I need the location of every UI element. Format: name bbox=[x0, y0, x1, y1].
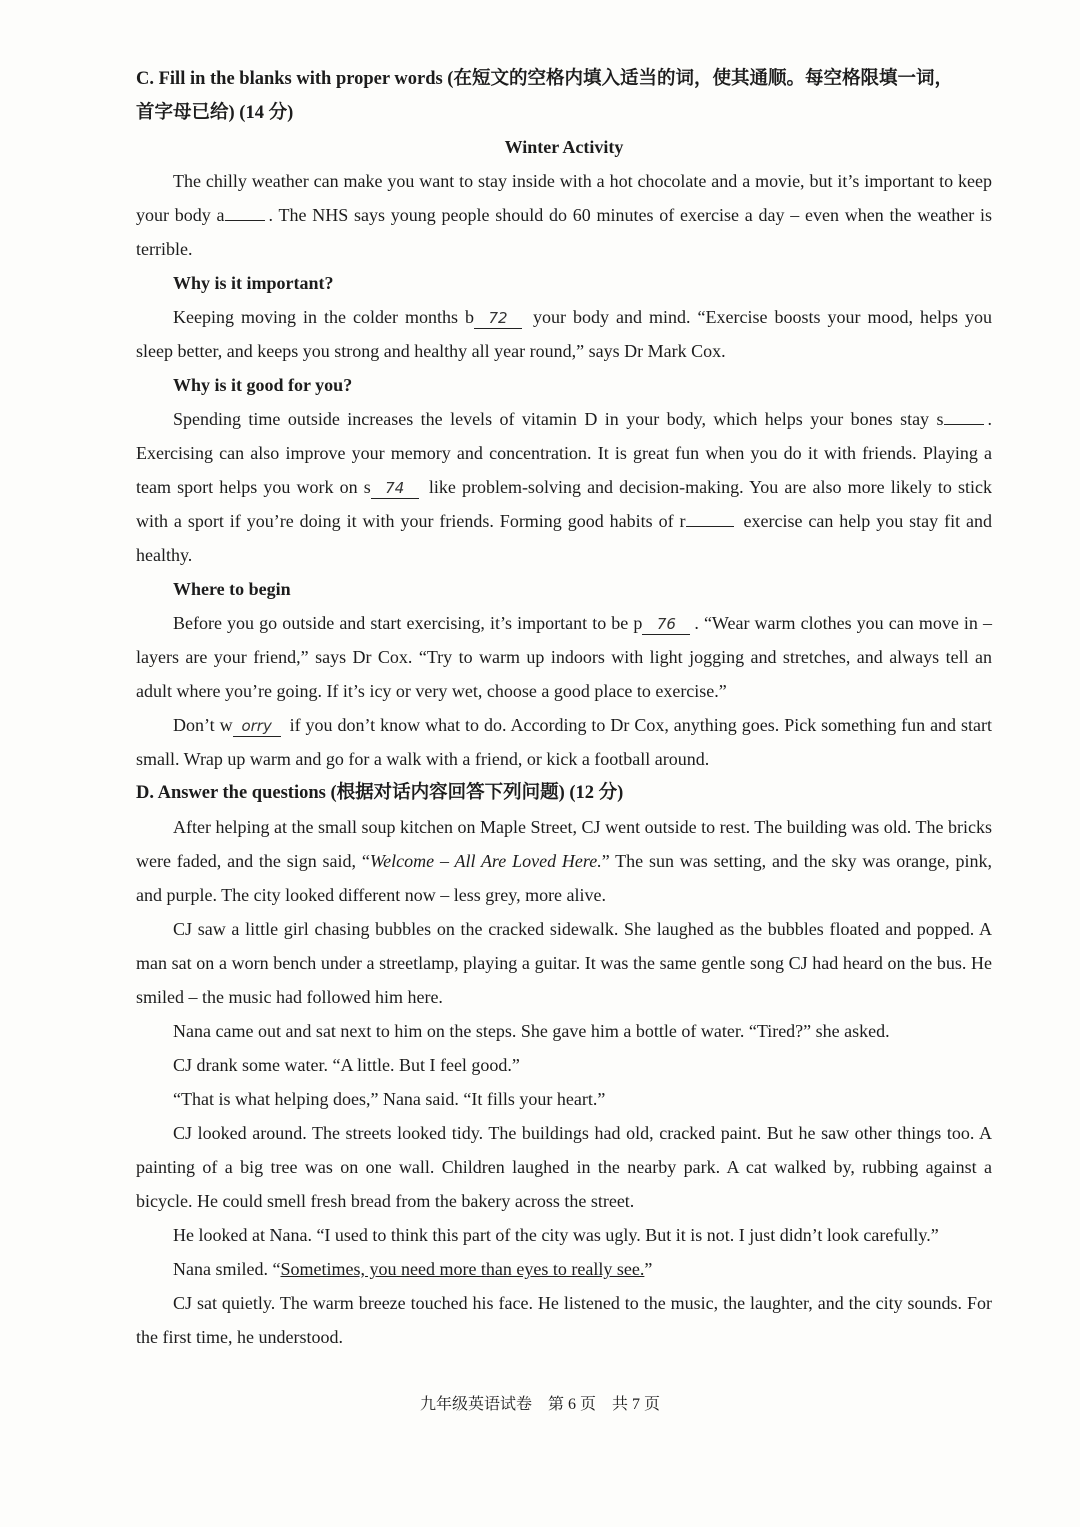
paragraph-d3: Nana came out and sat next to him on the steps. She gave him a bottle of water. “Tired?” she asked. bbox=[173, 1021, 890, 1041]
section-c-heading-line1: C. Fill in the blanks with proper words (在短文的空格内填入适当的词，使其通顺。每空格限填一词， bbox=[136, 69, 953, 89]
subheading-why-good: Why is it good for you? bbox=[173, 375, 353, 395]
paragraph-c4 bbox=[136, 606, 992, 708]
exam-page bbox=[136, 62, 992, 1354]
paragraph-d4: CJ drank some water. “A little. But I feel good.” bbox=[173, 1055, 520, 1075]
paragraph-d7: He looked at Nana. “I used to think this part of the city was ugly. But it is not. I just didn’t look carefully.” bbox=[173, 1225, 939, 1245]
subheading-where-to-begin: Where to begin bbox=[173, 579, 291, 599]
text: if you don’t know what to do. According to Dr Cox, anything goes. Pick something fun and start small. Wrap up warm and go for a walk with a friend, or kick a football around. bbox=[136, 715, 993, 769]
text: exercise can help you stay fit and healthy. bbox=[136, 511, 993, 565]
paragraph-c5 bbox=[136, 708, 992, 776]
section-c-heading bbox=[136, 62, 992, 130]
page-footer: 九年级英语试卷 第 6 页 共 7 页 bbox=[419, 1396, 660, 1413]
text: ” bbox=[644, 1259, 653, 1279]
text: After helping at the small soup kitchen on Maple Street, CJ went outside to rest. The building was old. The bricks were faded, and the sign said, “ bbox=[136, 817, 992, 871]
blank-72[interactable]: 72 bbox=[474, 308, 522, 329]
paragraph-d1 bbox=[136, 810, 992, 912]
paragraph-c1 bbox=[136, 164, 992, 266]
text: Keeping moving in the colder months b bbox=[173, 307, 474, 327]
subheading-why-important: Why is it important? bbox=[173, 273, 334, 293]
blank-73[interactable] bbox=[944, 424, 984, 425]
paragraph-d2: CJ saw a little girl chasing bubbles on the cracked sidewalk. She laughed as the bubbles floated and popped. A man sat on a worn bench under a streetlamp, playing a guitar. It was the same gentle song CJ had heard on the bus. He smiled – the music had followed him here. bbox=[136, 919, 992, 1007]
text: ” The sun was setting, and the sky was orange, pink, and purple. The city looked different now – less grey, more alive. bbox=[136, 851, 992, 905]
text: . The NHS says young people should do 60 minutes of exercise a day – even when the weather is terrible. bbox=[136, 205, 992, 259]
section-c-heading-line2: 首字母已给) (14 分) bbox=[136, 103, 294, 123]
sign-text: Welcome – All Are Loved Here. bbox=[369, 851, 602, 871]
paragraph-c3 bbox=[136, 402, 992, 572]
text: Don’t w bbox=[173, 715, 233, 735]
paragraph-d6: CJ looked around. The streets looked tidy. The buildings had old, cracked paint. But he saw other things too. A painting of a big tree was on one wall. Children laughed in the nearby park. A cat walked by, rubbing against a bicycle. He could smell fresh bread from the bakery across the street. bbox=[136, 1123, 992, 1211]
paragraph-c2 bbox=[136, 300, 992, 368]
text: Spending time outside increases the levels of vitamin D in your body, which helps your bones stay s bbox=[173, 409, 944, 429]
blank-77[interactable]: orry bbox=[233, 716, 281, 737]
text: your body and mind. “Exercise boosts your mood, helps you sleep better, and keeps you strong and healthy all year round,” says Dr Mark Cox. bbox=[136, 307, 992, 361]
text: Before you go outside and start exercising, it’s important to be p bbox=[173, 613, 643, 633]
blank-74[interactable]: 74 bbox=[371, 478, 419, 499]
paragraph-d9: CJ sat quietly. The warm breeze touched his face. He listened to the music, the laughter, and the city sounds. For the first time, he understood. bbox=[136, 1293, 992, 1347]
blank-75[interactable] bbox=[686, 526, 734, 527]
paragraph-d5: “That is what helping does,” Nana said. “It fills your heart.” bbox=[173, 1089, 606, 1109]
text: . Exercising can also improve your memory and concentration. It is great fun when you do it with friends. Playing a team sport helps you work on s bbox=[136, 409, 992, 497]
paragraph-d8 bbox=[136, 1252, 992, 1286]
text: like problem-solving and decision-making. You are also more likely to stick with a sport if you’re doing it with your friends. Forming good habits of r bbox=[136, 477, 992, 531]
text: . “Wear warm clothes you can move in – layers are your friend,” says Dr Cox. “Try to warm up indoors with light jogging and stretches, and always tell an adult where you’re going. If it’s icy or very wet, choose a good place to exercise.” bbox=[136, 613, 992, 701]
passage-title: Winter Activity bbox=[504, 137, 624, 157]
underlined-quote: Sometimes, you need more than eyes to really see. bbox=[280, 1259, 645, 1279]
text: Nana smiled. “ bbox=[173, 1259, 281, 1279]
text: The chilly weather can make you want to stay inside with a hot chocolate and a movie, but it’s important to keep your body a bbox=[136, 171, 992, 225]
section-d-heading: D. Answer the questions (根据对话内容回答下列问题) (12 分) bbox=[136, 783, 624, 803]
blank-71[interactable] bbox=[225, 220, 265, 221]
blank-76[interactable]: 76 bbox=[642, 614, 690, 635]
